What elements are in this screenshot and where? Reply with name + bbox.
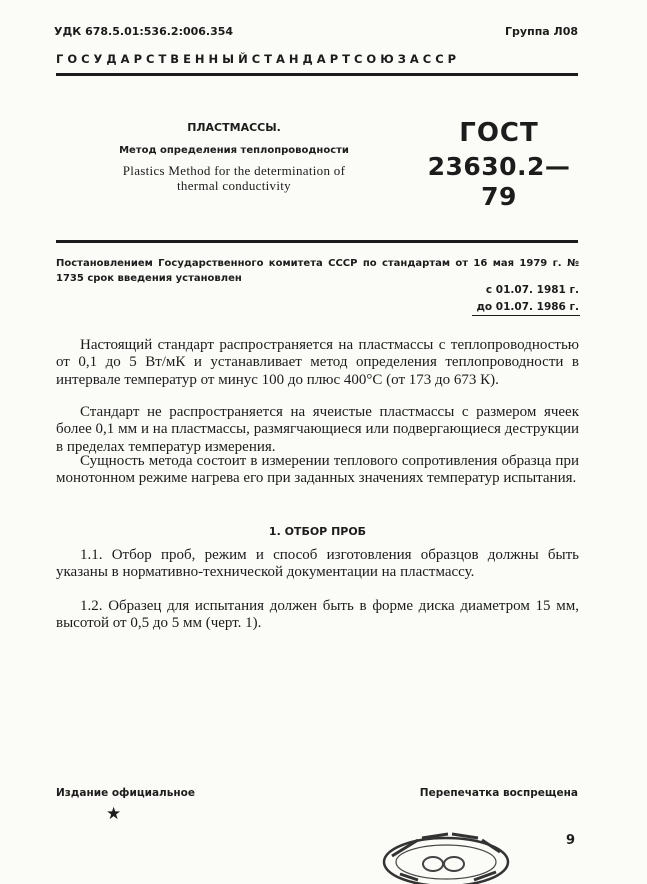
date-from: с 01.07. 1981 г. — [485, 284, 579, 296]
title-ru: ПЛАСТМАССЫ. — [187, 121, 281, 134]
group-code: Группа Л08 — [505, 25, 578, 38]
official-edition-label: Издание официальное — [56, 787, 195, 799]
top-rule — [56, 73, 578, 76]
library-stamp-icon — [378, 826, 514, 884]
paragraph-1-1: 1.1. Отбор проб, режим и способ изготовления образцов должны быть указаны в нормативно-технической документации на пластмассу. — [56, 547, 579, 581]
dates-rule — [472, 315, 580, 316]
paragraph-1-2: 1.2. Образец для испытания должен быть в форме диска диаметром 15 мм, высотой от 0,5 до 5 мм (черт. 1). — [56, 598, 579, 632]
reprint-prohibited-label: Перепечатка воспрещена — [419, 787, 578, 799]
paragraph-exclusions: Стандарт не распространяется на ячеистые пластмассы с размером ячеек более 0,1 мм и на пластмассы, размягчающиеся или подвергающиеся деструкции в пределах температур измерения. — [56, 404, 579, 455]
gost-designation — [414, 118, 584, 212]
title-block — [100, 121, 368, 193]
date-to: до 01.07. 1986 г. — [476, 301, 579, 313]
state-standard-header: Г О С У Д А Р С Т В Е Н Н Ы Й С Т А Н Д А Р Т С О Ю З А С С Р — [56, 52, 457, 66]
gost-word: ГОСТ — [459, 118, 539, 148]
middle-rule — [56, 240, 578, 243]
section-1-title: 1. ОТБОР ПРОБ — [268, 525, 367, 538]
star-icon: ★ — [106, 804, 122, 823]
subtitle-ru: Метод определения теплопроводности — [119, 145, 349, 156]
title-en-line-1: Plastics Method for the determination of — [122, 163, 346, 178]
paragraph-scope: Настоящий стандарт распространяется на пластмассы с теплопроводностью от 0,1 до 5 Вт/мК и устанавливает метод определения теплопроводности в интервале температур от минус 100 до плюс 400°С (от 173 до 673 К). — [56, 337, 579, 388]
page-number: 9 — [566, 833, 576, 848]
udk-code: УДК 678.5.01:536.2:006.354 — [54, 25, 234, 38]
title-en-line-2: thermal conductivity — [177, 178, 291, 193]
gost-number: 23630.2—79 — [427, 152, 571, 211]
decree-text: Постановлением Государственного комитета СССР по стандартам от 16 мая 1979 г. № 1735 срок введения установлен — [56, 258, 579, 284]
paragraph-method-essence: Сущность метода состоит в измерении теплового сопротивления образца при монотонном режиме нагрева его при заданных значениях температур испытания. — [56, 453, 579, 487]
title-en — [100, 163, 368, 193]
